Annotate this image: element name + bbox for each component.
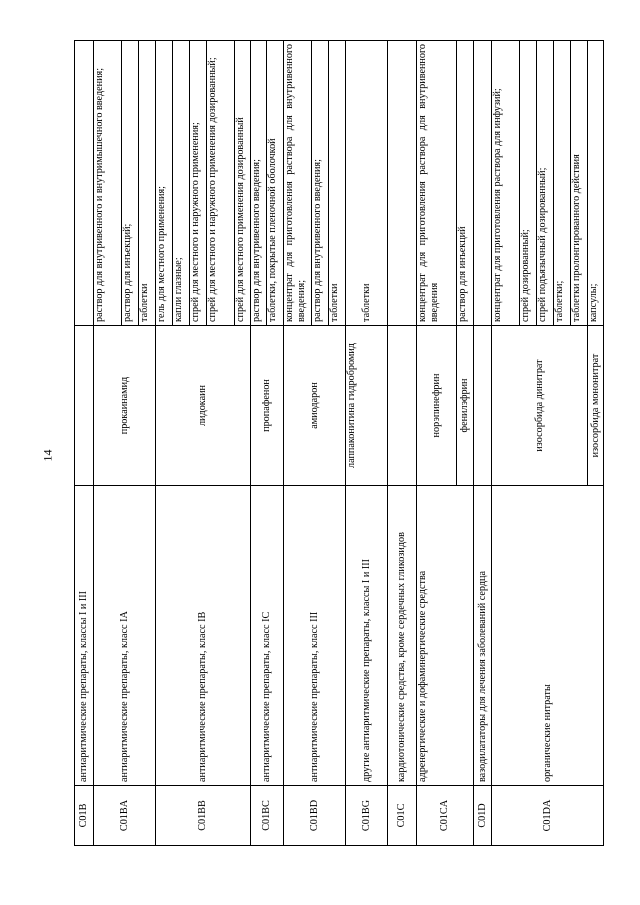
table-row [94,41,122,846]
atc-code: C01BG [346,786,388,846]
dosage-form: таблетки [346,41,388,326]
dosage-form: капли глазные; [173,41,190,326]
drug-name: амиодарон [284,326,346,486]
group-name: кардиотонические средства, кроме сердечных гликозидов [388,486,417,786]
atc-code: C01BD [284,786,346,846]
table-row [156,41,173,846]
table-row [417,41,457,846]
dosage-form: раствор для внутривенного и внутримышечного введения; [94,41,122,326]
dosage-form: раствор для внутривенного введения; [312,41,329,326]
dosage-form: таблетки, покрытые пленочной оболочкой [267,41,284,326]
group-name: адренергические и дофаминергические средства [417,486,474,786]
atc-code: C01BB [156,786,251,846]
atc-code: C01D [474,786,492,846]
table-row [346,41,388,846]
atc-code: C01C [388,786,417,846]
table-row [388,41,417,846]
dosage-form: спрей для местного и наружного применения дозированный; [207,41,235,326]
dosage-form: концентрат для приготовления раствора для внутривенного введения [417,41,457,326]
table-row [75,41,94,846]
atc-code: C01BC [251,786,284,846]
group-name: антиаритмические препараты, класс IC [251,486,284,786]
drug-name: лаппаконитина гидробромид [346,326,388,486]
atc-code: C01CA [417,786,474,846]
group-name: вазодилататоры для лечения заболеваний сердца [474,486,492,786]
dosage-form: раствор для внутривенного введения; [251,41,267,326]
table-row [251,41,267,846]
group-name: антиаритмические препараты, классы I и III [75,486,94,786]
drug-name: норэпинефрин [417,326,457,486]
atc-code: C01DA [492,786,604,846]
drug-table [74,40,604,846]
group-name: антиаритмические препараты, класс IA [94,486,156,786]
dosage-form: капсулы; [588,41,604,326]
dosage-form: спрей дозированный; [520,41,537,326]
dosage-form: таблетки; [554,41,571,326]
group-name: антиаритмические препараты, класс III [284,486,346,786]
dosage-form: концентрат для приготовления раствора для внутривенного введения; [284,41,312,326]
table-row [284,41,312,846]
dosage-form: спрей подъязычный дозированный; [537,41,554,326]
group-name: антиаритмические препараты, класс IB [156,486,251,786]
table-row [492,41,520,846]
table-row [474,41,492,846]
group-name: органические нитраты [492,486,604,786]
dosage-form: таблетки [329,41,346,326]
drug-name: фенилэфрин [457,326,474,486]
atc-code: C01B [75,786,94,846]
group-name: другие антиаритмические препараты, классы I и III [346,486,388,786]
drug-name: пропафенон [251,326,284,486]
drug-name: лидокаин [156,326,251,486]
rotated-page [74,41,601,846]
dosage-form: концентрат для приготовления раствора для инфузий; [492,41,520,326]
atc-code: C01BA [94,786,156,846]
dosage-form: таблетки пролонгированного действия [571,41,588,326]
drug-name: изосорбида мононитрат [588,326,604,486]
drug-name: прокаинамид [94,326,156,486]
dosage-form: спрей для местного применения дозированный [235,41,251,326]
dosage-form: раствор для инъекций [457,41,474,326]
dosage-form: таблетки [139,41,156,326]
drug-name: изосорбида динитрат [492,326,588,486]
dosage-form: спрей для местного и наружного применения; [190,41,207,326]
dosage-form: гель для местного применения; [156,41,173,326]
dosage-form: раствор для инъекций; [122,41,139,326]
page-number: 14 [40,449,55,462]
